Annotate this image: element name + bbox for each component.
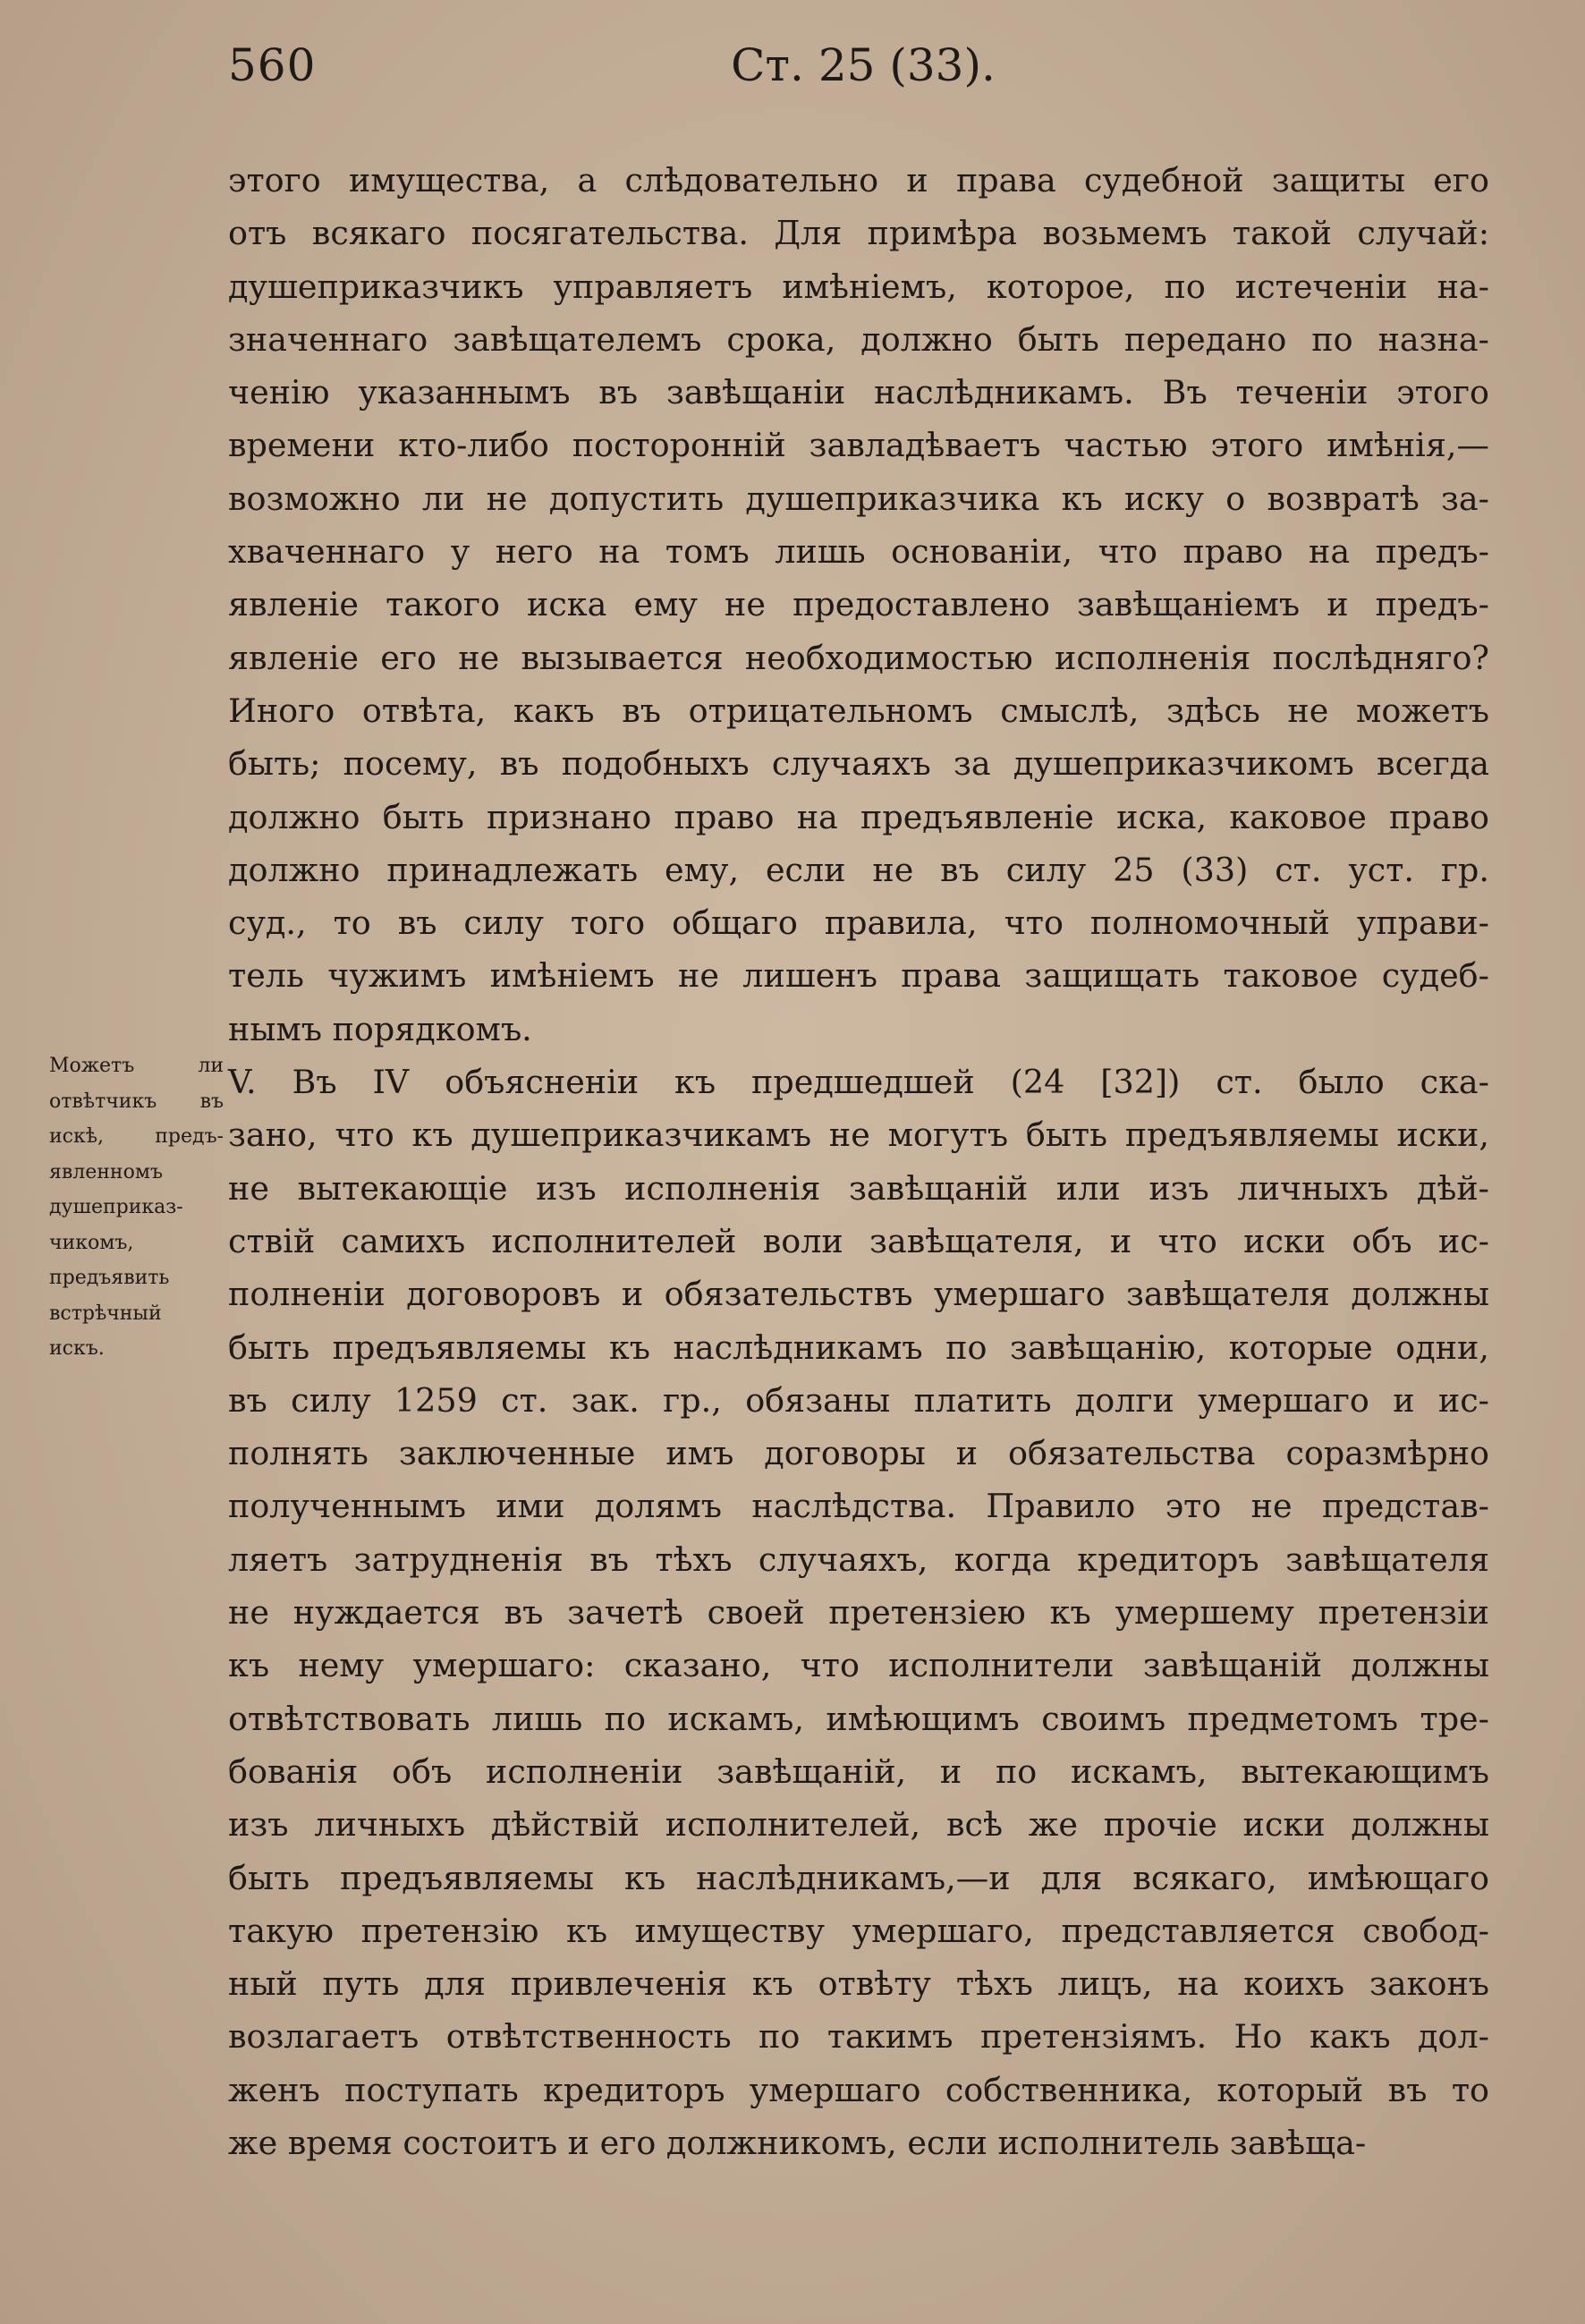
text-line: нымъ порядкомъ. xyxy=(228,1009,532,1048)
text-line: полненіи договоровъ и обязательствъ умершаго завѣщателя должны xyxy=(228,1275,1489,1314)
text-line: возлагаетъ отвѣтственность по такимъ претензіямъ. Но какъ дол- xyxy=(228,2017,1489,2057)
text-line: въ силу 1259 ст. зак. гр., обязаны платить долги умершаго и ис- xyxy=(228,1380,1489,1420)
text-line: ляетъ затрудненія въ тѣхъ случаяхъ, когда кредиторъ завѣщателя xyxy=(228,1539,1489,1579)
text-line: явленіе такого иска ему не предоставлено завѣщаніемъ и предъ- xyxy=(228,585,1489,624)
text-line: должно быть признано право на предъявленіе иска, каковое право xyxy=(228,797,1489,836)
text-line: должно принадлежать ему, если не въ силу 25 (33) ст. уст. гр. xyxy=(228,850,1489,889)
text-line: быть предъявляемы къ наслѣдникамъ по завѣщанію, которые одни, xyxy=(228,1327,1489,1367)
text-line: женъ поступать кредиторъ умершаго собственника, который въ то xyxy=(228,2070,1489,2109)
text-line: тель чужимъ имѣніемъ не лишенъ права защищать таковое судеб- xyxy=(228,956,1489,996)
margin-note xyxy=(49,1048,224,1367)
margin-note-line: Можетъ ли xyxy=(49,1055,224,1077)
margin-note-line: искѣ, предъ- xyxy=(49,1125,224,1148)
text-line: полученнымъ ими долямъ наслѣдства. Правило это не представ- xyxy=(228,1487,1489,1526)
text-line: бованія объ исполненіи завѣщаній, и по искамъ, вытекающимъ xyxy=(228,1751,1489,1791)
text-line: быть; посему, въ подобныхъ случаяхъ за душеприказчикомъ всегда xyxy=(228,744,1489,784)
text-line: не вытекающіе изъ исполненія завѣщаній или изъ личныхъ дѣй- xyxy=(228,1168,1489,1208)
text-line: суд., то въ силу того общаго правила, что полномочный управи- xyxy=(228,903,1489,943)
text-line: къ нему умершаго: сказано, что исполнители завѣщаній должны xyxy=(228,1646,1489,1685)
text-line: зано, что къ душеприказчикамъ не могутъ быть предъявляемы иски, xyxy=(228,1115,1489,1155)
page-number: 560 xyxy=(228,39,317,91)
text-line: не нуждается въ зачетѣ своей претензіею къ умершему претензіи xyxy=(228,1593,1489,1633)
text-line: отвѣтствовать лишь по искамъ, имѣющимъ своимъ предметомъ тре- xyxy=(228,1699,1489,1738)
text-line: же время состоитъ и его должникомъ, если исполнитель завѣща- xyxy=(228,2123,1367,2162)
margin-note-line: предъявить xyxy=(49,1267,170,1289)
margin-note-line: отвѣтчикъ въ xyxy=(49,1090,224,1113)
text-line: душеприказчикъ управляетъ имѣніемъ, которое, по истеченіи на- xyxy=(228,267,1489,306)
text-line: хваченнаго у него на томъ лишь основаніи, что право на предъ- xyxy=(228,532,1489,572)
body-text xyxy=(228,154,1489,2169)
text-line: ный путь для привлеченія къ отвѣту тѣхъ лицъ, на коихъ законъ xyxy=(228,1964,1489,2004)
text-line: V. Въ IV объясненіи къ предшедшей (24 [32]) ст. было ска- xyxy=(228,1063,1489,1102)
text-line: ченію указаннымъ въ завѣщаніи наслѣдникамъ. Въ теченіи этого xyxy=(228,373,1489,412)
text-line: изъ личныхъ дѣйствій исполнителей, всѣ же прочіе иски должны xyxy=(228,1805,1489,1845)
page-header xyxy=(228,39,1498,111)
text-line: полнять заключенные имъ договоры и обязательства соразмѣрно xyxy=(228,1434,1489,1473)
margin-note-line: чикомъ, xyxy=(49,1231,134,1254)
margin-note-line: душеприказ- xyxy=(49,1196,183,1218)
text-line: быть предъявляемы къ наслѣдникамъ,—и для всякаго, имѣющаго xyxy=(228,1858,1489,1897)
running-title: Ст. 25 (33). xyxy=(731,39,996,91)
text-line: возможно ли не допустить душеприказчика къ иску о возвратѣ за- xyxy=(228,479,1489,518)
text-line: Иного отвѣта, какъ въ отрицательномъ смыслѣ, здѣсь не можетъ xyxy=(228,691,1489,730)
text-line: явленіе его не вызывается необходимостью исполненія послѣдняго? xyxy=(228,638,1489,677)
margin-note-line: явленномъ xyxy=(49,1160,163,1183)
margin-note-line: искъ. xyxy=(49,1337,105,1360)
text-line: значеннаго завѣщателемъ срока, должно быть передано по назна- xyxy=(228,319,1489,359)
text-line: этого имущества, а слѣдовательно и права судебной защиты его xyxy=(228,161,1489,199)
text-line: ствій самихъ исполнителей воли завѣщателя, и что иски объ ис- xyxy=(228,1221,1489,1260)
text-line: времени кто-либо посторонній завладѣваетъ частью этого имѣнія,— xyxy=(228,426,1489,465)
text-line: такую претензію къ имуществу умершаго, представляется свобод- xyxy=(228,1911,1489,1950)
margin-note-line: встрѣчный xyxy=(49,1302,162,1325)
text-line: отъ всякаго посягательства. Для примѣра возьмемъ такой случай: xyxy=(228,214,1489,253)
